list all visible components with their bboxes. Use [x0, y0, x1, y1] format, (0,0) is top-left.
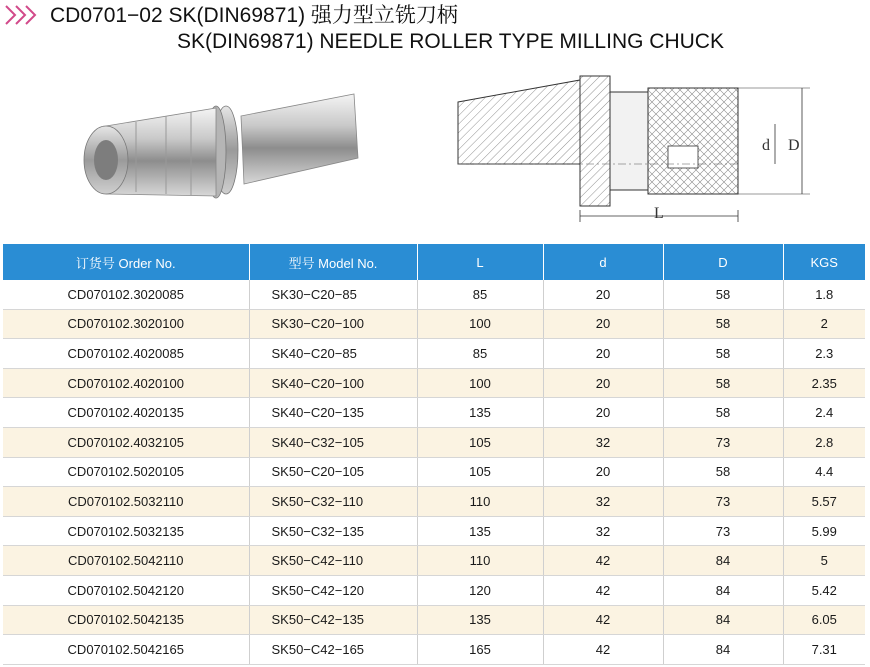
L-cell: 135	[417, 398, 543, 428]
header-kgs: KGS	[783, 244, 865, 280]
kgs-cell: 7.31	[783, 635, 865, 665]
kgs-cell: 6.05	[783, 605, 865, 635]
table-row	[3, 280, 865, 309]
d-cell: 20	[543, 368, 663, 398]
model-no-cell: SK50−C42−135	[249, 605, 417, 635]
table-row	[3, 427, 865, 457]
d-cell: 42	[543, 546, 663, 576]
D-cell: 84	[663, 635, 783, 665]
order-no-cell: CD070102.5042135	[3, 605, 249, 635]
L-cell: 110	[417, 487, 543, 517]
dimension-d-label: d	[762, 137, 770, 154]
d-cell: 20	[543, 457, 663, 487]
d-cell: 20	[543, 339, 663, 369]
D-cell: 58	[663, 368, 783, 398]
model-no-cell: SK50−C42−120	[249, 575, 417, 605]
kgs-cell: 5	[783, 546, 865, 576]
L-cell: 85	[417, 339, 543, 369]
order-no-cell: CD070102.3020085	[3, 280, 249, 309]
D-cell: 73	[663, 427, 783, 457]
model-no-cell: SK40−C20−85	[249, 339, 417, 369]
model-no-cell: SK40−C20−135	[249, 398, 417, 428]
d-cell: 20	[543, 280, 663, 309]
table-row	[3, 635, 865, 665]
d-cell: 32	[543, 427, 663, 457]
kgs-cell: 2	[783, 309, 865, 339]
kgs-cell: 2.8	[783, 427, 865, 457]
D-cell: 84	[663, 605, 783, 635]
table-row	[3, 487, 865, 517]
dimension-L-label: L	[654, 205, 664, 222]
order-no-cell: CD070102.5032110	[3, 487, 249, 517]
header-order-no: 订货号 Order No.	[3, 244, 249, 280]
kgs-cell: 2.35	[783, 368, 865, 398]
order-no-cell: CD070102.5042110	[3, 546, 249, 576]
table-row	[3, 398, 865, 428]
table-row	[3, 605, 865, 635]
order-no-cell: CD070102.4032105	[3, 427, 249, 457]
D-cell: 58	[663, 309, 783, 339]
kgs-cell: 2.4	[783, 398, 865, 428]
header-L: L	[417, 244, 543, 280]
model-no-cell: SK50−C32−110	[249, 487, 417, 517]
order-no-cell: CD070102.5042165	[3, 635, 249, 665]
order-no-cell: CD070102.4020085	[3, 339, 249, 369]
L-cell: 100	[417, 368, 543, 398]
page-subtitle: SK(DIN69871) NEEDLE ROLLER TYPE MILLING CHUCK	[177, 30, 724, 53]
dimension-D-label: D	[788, 137, 800, 154]
model-no-cell: SK30−C20−85	[249, 280, 417, 309]
table-row	[3, 309, 865, 339]
table-row	[3, 546, 865, 576]
d-cell: 32	[543, 516, 663, 546]
model-no-cell: SK50−C42−165	[249, 635, 417, 665]
order-no-cell: CD070102.4020100	[3, 368, 249, 398]
L-cell: 120	[417, 575, 543, 605]
kgs-cell: 4.4	[783, 457, 865, 487]
chevron-right-icon	[4, 4, 44, 26]
D-cell: 58	[663, 398, 783, 428]
order-no-cell: CD070102.5042120	[3, 575, 249, 605]
model-no-cell: SK50−C42−110	[249, 546, 417, 576]
table-row	[3, 339, 865, 369]
model-no-cell: SK50−C20−105	[249, 457, 417, 487]
D-cell: 58	[663, 457, 783, 487]
d-cell: 32	[543, 487, 663, 517]
model-no-cell: SK50−C32−135	[249, 516, 417, 546]
d-cell: 42	[543, 635, 663, 665]
L-cell: 135	[417, 605, 543, 635]
model-no-cell: SK40−C20−100	[249, 368, 417, 398]
L-cell: 85	[417, 280, 543, 309]
product-photo	[76, 86, 366, 222]
kgs-cell: 1.8	[783, 280, 865, 309]
model-no-cell: SK30−C20−100	[249, 309, 417, 339]
d-cell: 20	[543, 398, 663, 428]
model-no-cell: SK40−C32−105	[249, 427, 417, 457]
d-cell: 42	[543, 575, 663, 605]
title-block	[0, 0, 870, 60]
D-cell: 58	[663, 339, 783, 369]
L-cell: 105	[417, 457, 543, 487]
header-d: d	[543, 244, 663, 280]
spec-table	[3, 244, 865, 665]
table-row	[3, 575, 865, 605]
D-cell: 58	[663, 280, 783, 309]
header-model-no: 型号 Model No.	[249, 244, 417, 280]
kgs-cell: 5.99	[783, 516, 865, 546]
order-no-cell: CD070102.4020135	[3, 398, 249, 428]
d-cell: 42	[543, 605, 663, 635]
d-cell: 20	[543, 309, 663, 339]
page-title: CD0701−02 SK(DIN69871) 强力型立铣刀柄	[50, 4, 458, 27]
table-row	[3, 516, 865, 546]
order-no-cell: CD070102.5020105	[3, 457, 249, 487]
table-header-row	[3, 244, 865, 280]
kgs-cell: 2.3	[783, 339, 865, 369]
D-cell: 73	[663, 487, 783, 517]
L-cell: 105	[417, 427, 543, 457]
order-no-cell: CD070102.3020100	[3, 309, 249, 339]
D-cell: 84	[663, 546, 783, 576]
technical-drawing	[440, 66, 820, 236]
kgs-cell: 5.57	[783, 487, 865, 517]
L-cell: 135	[417, 516, 543, 546]
kgs-cell: 5.42	[783, 575, 865, 605]
order-no-cell: CD070102.5032135	[3, 516, 249, 546]
header-D: D	[663, 244, 783, 280]
D-cell: 84	[663, 575, 783, 605]
table-row	[3, 368, 865, 398]
D-cell: 73	[663, 516, 783, 546]
table-row	[3, 457, 865, 487]
L-cell: 110	[417, 546, 543, 576]
L-cell: 100	[417, 309, 543, 339]
L-cell: 165	[417, 635, 543, 665]
